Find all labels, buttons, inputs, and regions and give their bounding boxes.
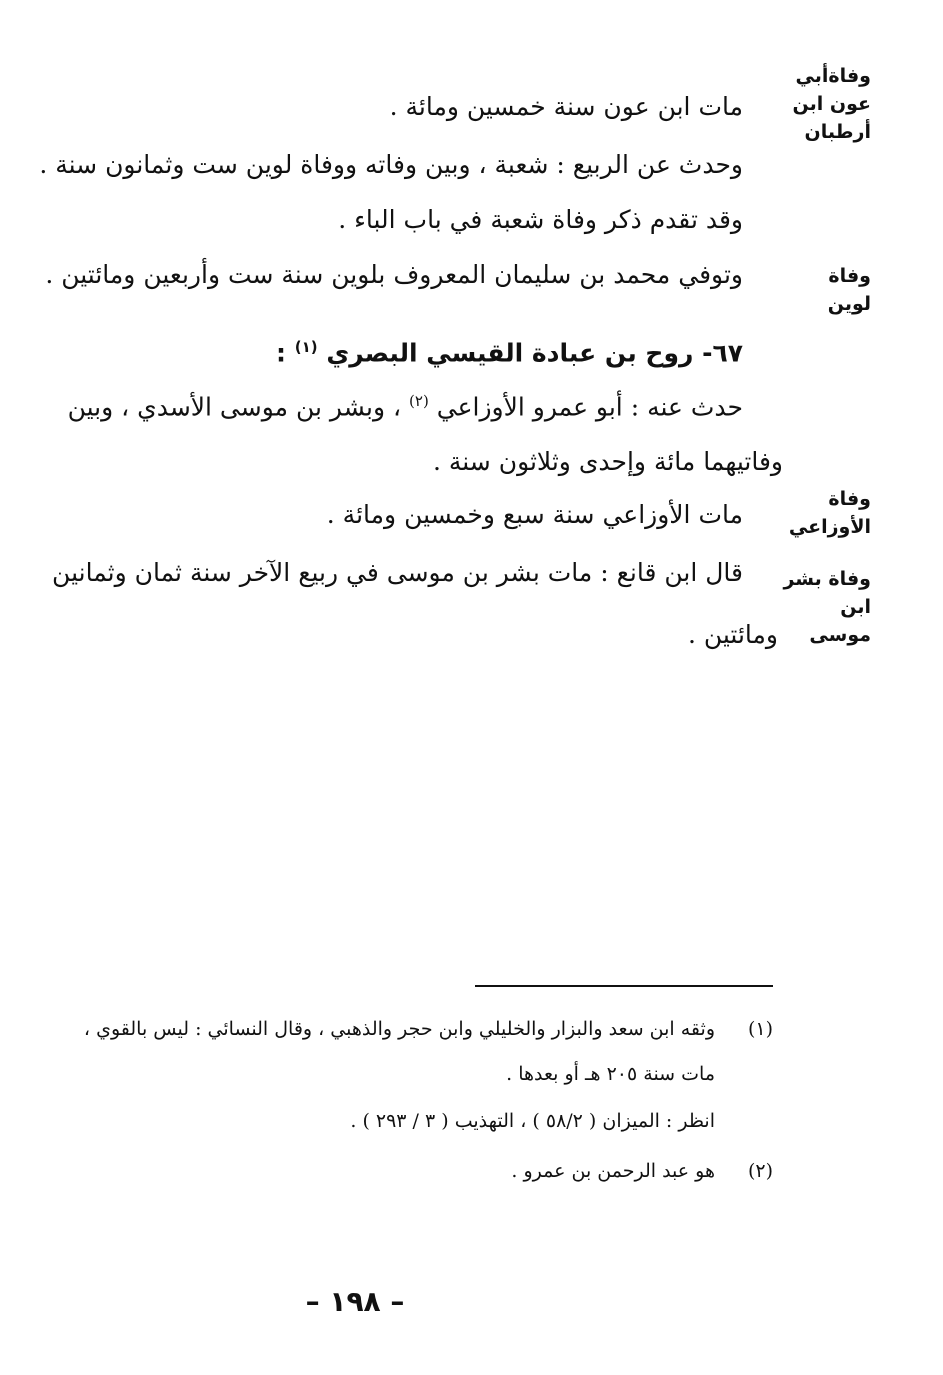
footnote-2-number: (٢) <box>747 1160 773 1182</box>
text-line-5-end: ، وبشر بن موسى الأسدي ، وبين <box>67 392 402 422</box>
sidenote-ibn-awn-death: وفاةأبي عون ابن أرطبان <box>792 65 871 143</box>
sidenote-bishr-death: وفاة بشر ابن موسى <box>783 568 871 646</box>
entry-heading <box>276 330 743 370</box>
text-line-9: ومائتين . <box>687 620 778 649</box>
text-line-8: قال ابن قانع : مات بشر بن موسى في ربيع الآخر سنة ثمان وثمانين <box>52 558 743 587</box>
footnote-ref-2: (٢) <box>409 392 429 410</box>
text-line-3: وقد تقدم ذكر وفاة شعبة في باب الباء . <box>338 205 743 234</box>
text-line-5-start: حدث عنه : أبو عمرو الأوزاعي <box>436 392 743 422</box>
footnote-1-number: (١) <box>747 1018 773 1040</box>
sidenote-awzai-death: وفاة الأوزاعي <box>788 488 871 538</box>
heading-footnote-ref: (١) <box>294 338 318 356</box>
text-line-4: وتوفي محمد بن سليمان المعروف بلوين سنة ست وأربعين ومائتين . <box>45 260 743 289</box>
footnote-1-line-1: وثقه ابن سعد والبزار والخليلي وابن حجر والذهبي ، وقال النسائي : ليس بالقوي ، <box>83 1018 715 1040</box>
entry-heading-title: ٦٧- روح بن عبادة القيسي البصري <box>326 338 743 368</box>
heading-colon: : <box>276 338 287 368</box>
text-line-7: مات الأوزاعي سنة سبع وخمسين ومائة . <box>326 500 743 529</box>
page-number: – ١٩٨ – <box>305 1285 405 1318</box>
footnote-1-line-3: انظر : الميزان ( ٥٨/٢ ) ، التهذيب ( ٣ / ٢٩٣ ) . <box>350 1110 715 1132</box>
text-line-2: وحدث عن الربيع : شعبة ، وبين وفاته ووفاة لوين ست وثمانون سنة . <box>39 150 743 179</box>
footnote-2-text: هو عبد الرحمن بن عمرو . <box>511 1160 715 1182</box>
text-line-5 <box>68 384 743 424</box>
footnote-1-line-2: مات سنة ٢٠٥ هـ أو بعدها . <box>506 1063 715 1085</box>
sidenote-luwayn-death: وفاة لوين <box>827 265 871 315</box>
text-line-1: مات ابن عون سنة خمسين ومائة . <box>389 92 743 121</box>
footnote-separator <box>475 985 773 987</box>
text-line-6: وفاتيهما مائة وإحدى وثلاثون سنة . <box>432 447 783 476</box>
